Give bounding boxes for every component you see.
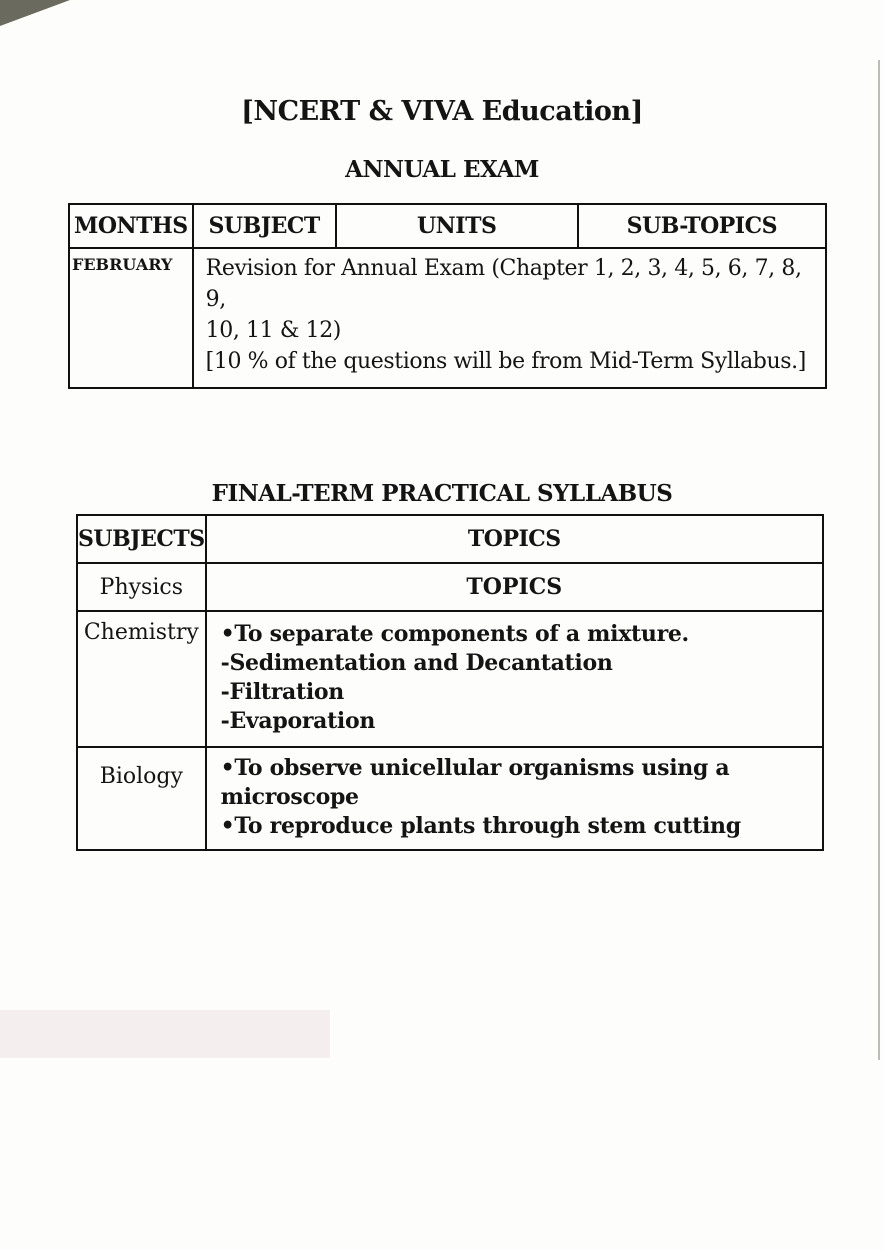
practical-syllabus-table <box>76 514 824 851</box>
table-row <box>77 747 823 850</box>
subject-physics: Physics <box>77 563 206 611</box>
revision-line: Revision for Annual Exam (Chapter 1, 2, 3, 4, 5, 6, 7, 8, 9, <box>205 256 802 312</box>
subject-biology: Biology <box>77 747 206 850</box>
topic-line: •To observe unicellular organisms using a microscope <box>220 755 730 810</box>
practical-heading: FINAL-TERM PRACTICAL SYLLABUS <box>211 480 673 507</box>
chemistry-topics <box>206 611 823 747</box>
biology-topics <box>206 747 823 850</box>
table-row <box>69 248 826 388</box>
month-cell: FEBRUARY <box>69 248 193 388</box>
annual-exam-heading: ANNUAL EXAM <box>345 156 539 183</box>
col-subjects: SUBJECTS <box>77 515 206 563</box>
col-months: MONTHS <box>69 204 193 248</box>
topic-line: -Evaporation <box>220 708 376 734</box>
table-header-row <box>77 515 823 563</box>
topic-line: •To separate components of a mixture. <box>220 621 689 647</box>
subject-chemistry: Chemistry <box>77 611 206 747</box>
col-topics: TOPICS <box>206 515 823 563</box>
revision-line: 10, 11 & 12) <box>205 318 341 343</box>
physics-topics: TOPICS <box>206 563 823 611</box>
page-corner-fold <box>0 0 70 26</box>
page-edge-shadow <box>878 60 880 1060</box>
col-subject: SUBJECT <box>193 204 336 248</box>
table-row <box>77 611 823 747</box>
topic-line: -Filtration <box>220 679 344 705</box>
annual-exam-table <box>68 203 827 389</box>
faded-stain <box>0 1010 330 1058</box>
revision-note: [10 % of the questions will be from Mid-Term Syllabus.] <box>205 349 806 374</box>
revision-cell <box>193 248 826 388</box>
col-sub-topics: SUB-TOPICS <box>578 204 826 248</box>
table-row <box>77 563 823 611</box>
topic-line: •To reproduce plants through stem cutting <box>220 813 741 839</box>
topic-line: -Sedimentation and Decantation <box>220 650 613 676</box>
table-header-row <box>69 204 826 248</box>
org-title: [NCERT & VIVA Education] <box>241 96 643 127</box>
col-units: UNITS <box>336 204 578 248</box>
